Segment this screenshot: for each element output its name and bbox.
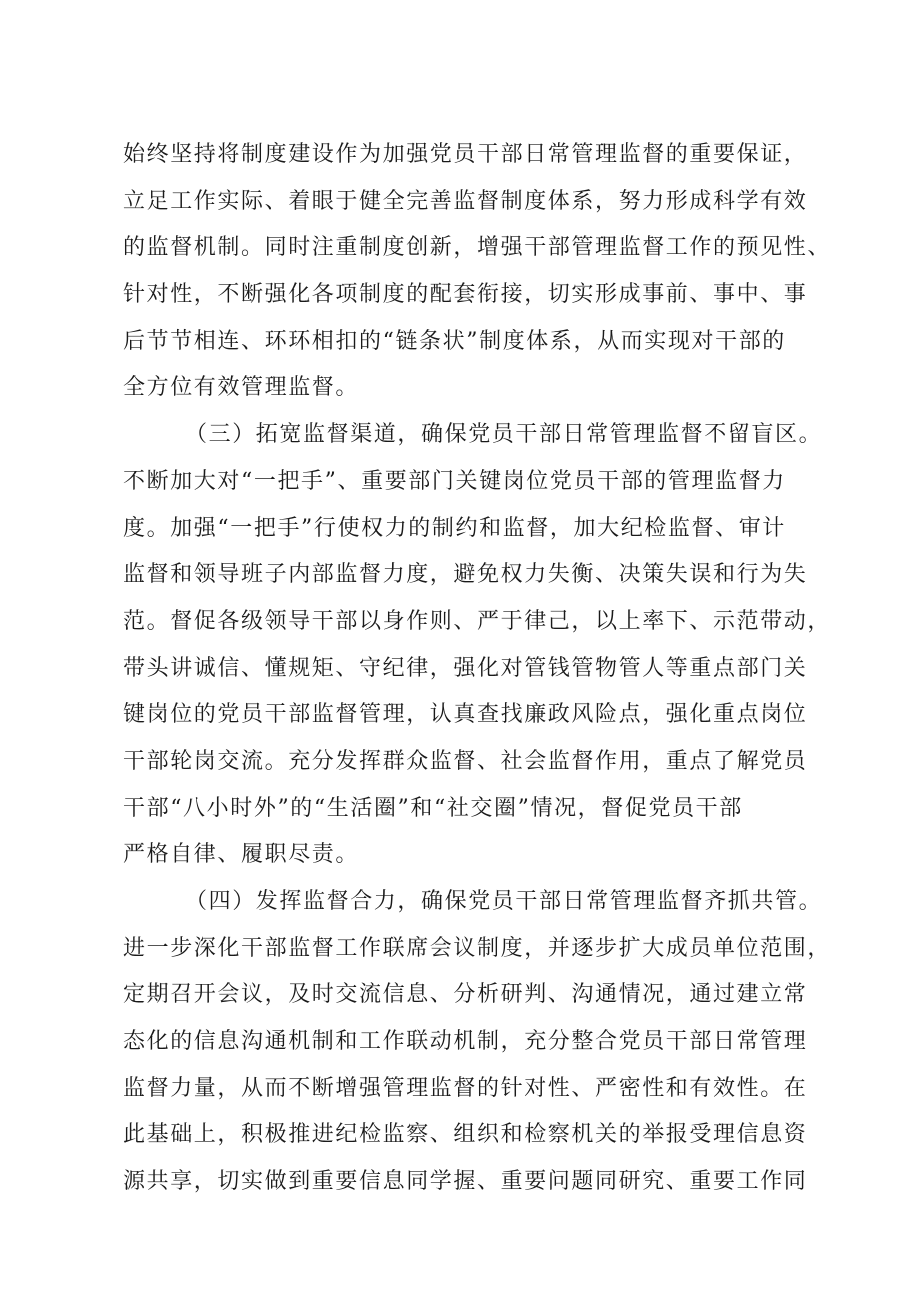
- paragraph-section-4: [123, 879, 832, 1206]
- text-line: 此基础上，积极推进纪检监察、组织和检察机关的举报受理信息资: [123, 1122, 808, 1148]
- section-heading-line: （三）拓宽监督渠道，确保党员干部日常管理监督不留盲区。: [185, 422, 823, 448]
- text-line: 不断加大对“一把手”、重要部门关键岗位党员干部的管理监督力: [123, 468, 786, 494]
- text-line: 干部“八小时外”的“生活圈”和“社交圈”情况，督促党员干部: [123, 795, 743, 821]
- text-line: 始终坚持将制度建设作为加强党员干部日常管理监督的重要保证，: [123, 142, 808, 167]
- text-line: 立足工作实际、着眼于健全完善监督制度体系，努力形成科学有效: [123, 188, 808, 214]
- text-line: 监督和领导班子内部监督力度，避免权力失衡、决策失误和行为失: [123, 562, 808, 588]
- text-line: 度。加强“一把手”行使权力的制约和监督，加大纪检监督、审计: [123, 515, 786, 541]
- text-line: 监督力量，从而不断增强管理监督的针对性、严密性和有效性。在: [123, 1075, 808, 1101]
- text-line: 针对性，不断强化各项制度的配套衔接，切实形成事前、事中、事: [123, 282, 808, 308]
- text-line: 严格自律、履职尽责。: [123, 842, 360, 868]
- paragraph-section-3: [123, 412, 832, 879]
- text-line: 态化的信息沟通机制和工作联动机制，充分整合党员干部日常管理: [123, 1029, 808, 1055]
- section-heading-line: （四）发挥监督合力，确保党员干部日常管理监督齐抓共管。: [185, 889, 823, 914]
- text-line: 键岗位的党员干部监督管理，认真查找廉政风险点，强化重点岗位: [123, 702, 808, 728]
- text-line: 的监督机制。同时注重制度创新，增强干部管理监督工作的预见性、: [123, 235, 832, 261]
- text-line: 全方位有效管理监督。: [123, 375, 360, 401]
- text-line: 定期召开会议，及时交流信息、分析研判、沟通情况，通过建立常: [123, 982, 808, 1008]
- paragraph-continuation: [123, 132, 832, 412]
- text-line: 带头讲诚信、懂规矩、守纪律，强化对管钱管物管人等重点部门关: [123, 655, 808, 681]
- text-line: 源共享，切实做到重要信息同学握、重要问题同研究、重要工作同: [123, 1169, 808, 1195]
- text-line: 进一步深化干部监督工作联席会议制度，并逐步扩大成员单位范围，: [123, 935, 832, 961]
- text-line: 范。督促各级领导干部以身作则、严于律己，以上率下、示范带动，: [123, 608, 832, 634]
- text-line: 干部轮岗交流。充分发挥群众监督、社会监督作用，重点了解党员: [123, 748, 808, 774]
- document-body: [123, 132, 832, 1206]
- text-line: 后节节相连、环环相扣的“链条状”制度体系，从而实现对干部的: [123, 328, 786, 354]
